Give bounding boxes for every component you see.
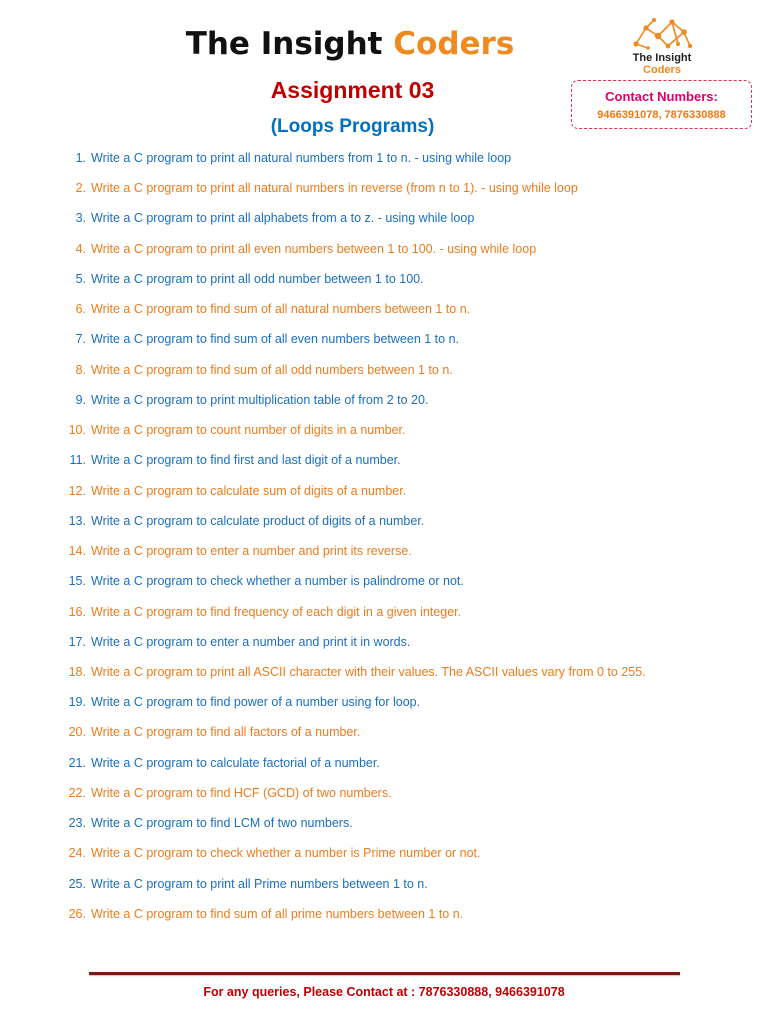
item-text: Write a C program to print all ASCII character with their values. The ASCII values vary from 0 to 255. (91, 664, 646, 679)
list-item (0, 390, 768, 420)
contact-box (571, 80, 752, 129)
item-number: 21. (68, 755, 86, 770)
item-number: 18. (68, 664, 86, 679)
footer-contact: For any queries, Please Contact at : 7876330888, 9466391078 (203, 985, 565, 999)
item-text: Write a C program to calculate sum of digits of a number. (91, 483, 407, 498)
item-number: 14. (68, 544, 86, 559)
item-number: 5. (75, 271, 86, 286)
item-number: 15. (68, 574, 86, 589)
item-number: 8. (75, 362, 86, 377)
item-text: Write a C program to calculate product of digits of a number. (91, 513, 425, 528)
item-number: 20. (68, 725, 86, 740)
item-text: Write a C program to print multiplication table of from 2 to 20. (91, 392, 429, 407)
item-text: Write a C program to print all even numbers between 1 to 100. - using while loop (91, 241, 537, 256)
item-text: Write a C program to print all natural numbers from 1 to n. - using while loop (91, 151, 512, 165)
item-number: 12. (68, 483, 86, 498)
item-text: Write a C program to find sum of all even numbers between 1 to n. (91, 332, 460, 347)
list-item (0, 269, 768, 299)
item-number: 25. (68, 876, 86, 891)
logo (616, 16, 708, 78)
question-list (0, 148, 768, 934)
network-icon (628, 16, 696, 54)
list-item (0, 360, 768, 390)
list-item (0, 148, 768, 178)
list-item (0, 753, 768, 783)
item-text: Write a C program to find all factors of a number. (91, 725, 361, 740)
item-text: Write a C program to find frequency of each digit in a given integer. (91, 604, 462, 619)
list-item (0, 239, 768, 269)
list-item (0, 329, 768, 359)
list-item (0, 450, 768, 480)
item-number: 13. (68, 513, 86, 528)
list-item (0, 904, 768, 934)
item-text: Write a C program to print all Prime numbers between 1 to n. (91, 876, 428, 891)
list-item (0, 783, 768, 813)
list-item (0, 208, 768, 238)
item-number: 10. (68, 423, 86, 438)
item-text: Write a C program to print all natural numbers in reverse (from n to 1). - using while loop (91, 181, 578, 196)
item-number: 1. (75, 151, 86, 165)
item-text: Write a C program to find sum of all odd numbers between 1 to n. (91, 362, 453, 377)
list-item (0, 299, 768, 329)
list-item (0, 511, 768, 541)
item-text: Write a C program to find sum of all natural numbers between 1 to n. (91, 302, 471, 317)
item-text: Write a C program to find sum of all prime numbers between 1 to n. (91, 906, 464, 921)
list-item (0, 632, 768, 662)
item-text: Write a C program to enter a number and print it in words. (91, 634, 411, 649)
list-item (0, 541, 768, 571)
list-item (0, 843, 768, 873)
list-item (0, 420, 768, 450)
contact-numbers: 9466391078, 7876330888 (597, 109, 726, 121)
item-text: Write a C program to check whether a number is Prime number or not. (91, 846, 481, 861)
title-accent: Coders (393, 26, 515, 62)
item-text: Write a C program to check whether a number is palindrome or not. (91, 574, 464, 589)
item-number: 22. (68, 785, 86, 800)
item-text: Write a C program to print all alphabets from a to z. - using while loop (91, 211, 475, 226)
item-number: 17. (68, 634, 86, 649)
list-item (0, 178, 768, 208)
item-text: Write a C program to enter a number and print its reverse. (91, 544, 412, 559)
assignment-subtitle: (Loops Programs) (270, 116, 435, 137)
item-number: 9. (75, 392, 86, 407)
list-item (0, 481, 768, 511)
item-text: Write a C program to count number of digits in a number. (91, 423, 406, 438)
item-text: Write a C program to calculate factorial of a number. (91, 755, 380, 770)
footer-divider (89, 972, 680, 975)
item-text: Write a C program to print all odd number between 1 to 100. (91, 271, 424, 286)
item-number: 16. (68, 604, 86, 619)
item-number: 2. (75, 181, 86, 196)
page-title (0, 26, 700, 62)
item-number: 19. (68, 695, 86, 710)
contact-label: Contact Numbers: (605, 89, 718, 104)
list-item (0, 692, 768, 722)
item-number: 24. (68, 846, 86, 861)
list-item (0, 602, 768, 632)
item-number: 3. (75, 211, 86, 226)
list-item (0, 571, 768, 601)
item-number: 4. (75, 241, 86, 256)
list-item (0, 874, 768, 904)
item-text: Write a C program to find HCF (GCD) of two numbers. (91, 785, 392, 800)
item-number: 7. (75, 332, 86, 347)
item-text: Write a C program to find first and last digit of a number. (91, 453, 401, 468)
item-number: 23. (68, 816, 86, 831)
list-item (0, 722, 768, 752)
assignment-heading: Assignment 03 (270, 77, 435, 103)
item-text: Write a C program to find power of a number using for loop. (91, 695, 421, 710)
item-number: 11. (69, 453, 86, 468)
item-text: Write a C program to find LCM of two numbers. (91, 816, 353, 831)
title-main: The Insight (185, 26, 394, 62)
item-number: 6. (75, 302, 86, 317)
list-item (0, 662, 768, 692)
logo-text-line1: The Insight (632, 52, 692, 64)
logo-text-line2: Coders (643, 64, 681, 76)
list-item (0, 813, 768, 843)
item-number: 26. (68, 906, 86, 921)
